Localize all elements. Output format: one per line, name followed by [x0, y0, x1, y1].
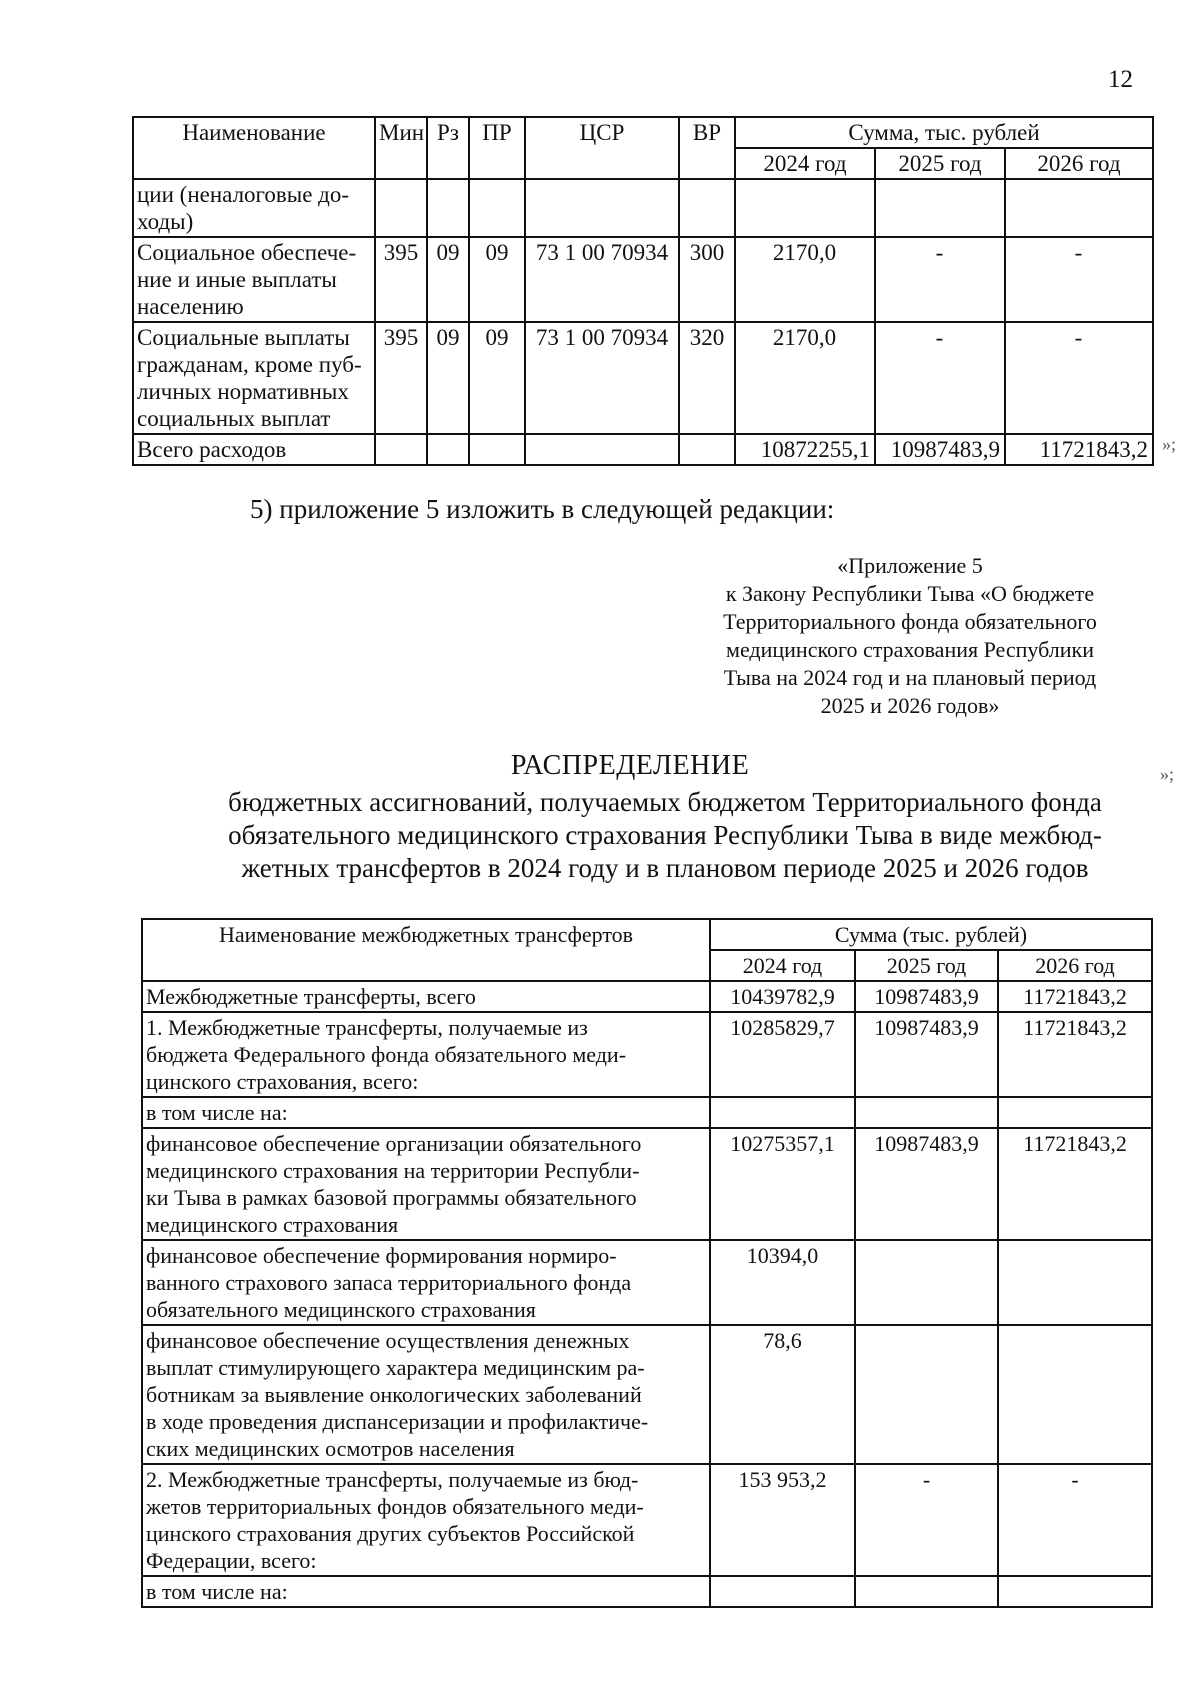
row-name-line: бюджета Федерального фонда обязательного меди-: [146, 1042, 627, 1067]
cell-2024: 10275357,1: [710, 1128, 855, 1240]
row-name-line: ходы): [137, 209, 194, 234]
cell-vr: [679, 179, 735, 237]
table-row: [142, 1464, 1152, 1576]
cell-pr: 09: [469, 237, 525, 322]
table1-trailing-mark: »;: [1162, 434, 1177, 454]
cell-2025: [875, 179, 1005, 237]
header-2025: 2025 год: [855, 950, 998, 981]
cell-vr: 320: [679, 322, 735, 434]
row-name-line: Социальное обеспече-: [137, 240, 357, 265]
table-row: [133, 434, 1153, 465]
row-name-line: 2. Межбюджетные трансферты, получаемые из бюд-: [146, 1467, 639, 1492]
cell-2026: -: [1005, 322, 1153, 434]
header-csr: ЦСР: [525, 117, 679, 179]
cell-2025: [855, 1240, 998, 1325]
row-name-line: финансовое обеспечение организации обязательного: [146, 1131, 642, 1156]
cell-2026: 11721843,2: [1005, 434, 1153, 465]
cell-min: [375, 434, 427, 465]
cell-2026: -: [998, 1464, 1152, 1576]
cell-2024: 10394,0: [710, 1240, 855, 1325]
header-2026: 2026 год: [1005, 148, 1153, 179]
row-name-line: медицинского страхования: [146, 1212, 399, 1237]
row-name-line: обязательного медицинского страхования: [146, 1297, 536, 1322]
header-pr: ПР: [469, 117, 525, 179]
appendix-line: «Приложение 5: [837, 553, 983, 578]
row-name: [142, 1012, 710, 1097]
cell-2024: [710, 1576, 855, 1607]
appendix-line: Тыва на 2024 год и на плановый период: [723, 665, 1097, 690]
row-name-line: Межбюджетные трансферты, всего: [146, 984, 476, 1009]
cell-2024: [710, 1097, 855, 1128]
cell-2024: 2170,0: [735, 322, 875, 434]
table-row: [142, 1325, 1152, 1464]
row-name-line: медицинского страхования на территории Республи-: [146, 1158, 640, 1183]
cell-2025: 10987483,9: [855, 1012, 998, 1097]
row-name: [142, 1128, 710, 1240]
cell-2024: 78,6: [710, 1325, 855, 1464]
row-name-line: финансовое обеспечение формирования нормиро-: [146, 1243, 617, 1268]
cell-2024: 10285829,7: [710, 1012, 855, 1097]
row-name-line: ванного страхового запаса территориального фонда: [146, 1270, 632, 1295]
header-rz: Рз: [427, 117, 469, 179]
table-row: [142, 1097, 1152, 1128]
document-subtitle: [185, 786, 1145, 885]
row-name: [133, 237, 375, 322]
table-row: [142, 1576, 1152, 1607]
cell-2026: -: [1005, 237, 1153, 322]
subtitle-line: бюджетных ассигнований, получаемых бюджетом Территориального фонда: [228, 787, 1102, 817]
document-title: РАСПРЕДЕЛЕНИЕ: [510, 750, 750, 781]
expenditure-table: [132, 116, 1154, 466]
row-name-line: цинского страхования, всего:: [146, 1069, 419, 1094]
cell-vr: [679, 434, 735, 465]
cell-2025: 10987483,9: [875, 434, 1005, 465]
cell-2024: 10872255,1: [735, 434, 875, 465]
row-name-line: социальных выплат: [137, 406, 331, 431]
table-row: [133, 179, 1153, 237]
cell-2024: [735, 179, 875, 237]
appendix-heading: [690, 552, 1130, 720]
subtitle-line: обязательного медицинского страхования Республики Тыва в виде межбюд-: [228, 820, 1102, 850]
cell-2026: [998, 1576, 1152, 1607]
cell-2025: 10987483,9: [855, 1128, 998, 1240]
cell-2024: 2170,0: [735, 237, 875, 322]
table-row: [142, 981, 1152, 1012]
table-row: [133, 322, 1153, 434]
cell-2025: [855, 1576, 998, 1607]
header-min: Мин: [375, 117, 427, 179]
cell-csr: [525, 179, 679, 237]
cell-2026: 11721843,2: [998, 1128, 1152, 1240]
row-name: [133, 322, 375, 434]
cell-rz: 09: [427, 322, 469, 434]
cell-2026: 11721843,2: [998, 981, 1152, 1012]
row-name-line: личных нормативных: [137, 379, 349, 404]
header-2026: 2026 год: [998, 950, 1152, 981]
cell-2025: [855, 1097, 998, 1128]
cell-csr: 73 1 00 70934: [525, 322, 679, 434]
row-name-line: выплат стимулирующего характера медицинским ра-: [146, 1355, 645, 1380]
table-row: [142, 1128, 1152, 1240]
header-sum: Сумма (тыс. рублей): [710, 919, 1152, 950]
subtitle-line: жетных трансфертов в 2024 году и в плановом периоде 2025 и 2026 годов: [241, 853, 1089, 883]
cell-2025: [855, 1325, 998, 1464]
cell-min: [375, 179, 427, 237]
cell-csr: [525, 434, 679, 465]
table-row: [142, 1240, 1152, 1325]
cell-2026: [1005, 179, 1153, 237]
row-name-line: ние и иные выплаты: [137, 267, 337, 292]
row-name-line: Социальные выплаты: [137, 325, 350, 350]
amendment-item-5: 5) приложение 5 изложить в следующей редакции:: [250, 494, 835, 524]
cell-pr: [469, 434, 525, 465]
header-transfer-name: Наименование межбюджетных трансфертов: [142, 919, 710, 981]
cell-2026: [998, 1097, 1152, 1128]
header-vr: ВР: [679, 117, 735, 179]
row-name: [142, 1097, 710, 1128]
side-mark: »;: [1160, 764, 1175, 784]
cell-min: 395: [375, 237, 427, 322]
appendix-line: Территориального фонда обязательного: [723, 609, 1097, 634]
cell-pr: [469, 179, 525, 237]
cell-2026: 11721843,2: [998, 1012, 1152, 1097]
row-name: [142, 1464, 710, 1576]
row-name-line: ских медицинских осмотров населения: [146, 1436, 515, 1461]
cell-rz: [427, 179, 469, 237]
row-name-line: 1. Межбюджетные трансферты, получаемые из: [146, 1015, 588, 1040]
cell-2024: 153 953,2: [710, 1464, 855, 1576]
header-2024: 2024 год: [735, 148, 875, 179]
cell-2025: 10987483,9: [855, 981, 998, 1012]
table-row: [133, 237, 1153, 322]
cell-pr: 09: [469, 322, 525, 434]
header-2025: 2025 год: [875, 148, 1005, 179]
row-name-line: финансовое обеспечение осуществления денежных: [146, 1328, 630, 1353]
row-name: [142, 1240, 710, 1325]
cell-rz: 09: [427, 237, 469, 322]
row-name-line: жетов территориальных фондов обязательного меди-: [146, 1494, 644, 1519]
row-name: [133, 434, 375, 465]
cell-2025: -: [855, 1464, 998, 1576]
row-name-line: в том числе на:: [146, 1579, 288, 1604]
row-name-line: Всего расходов: [137, 437, 287, 462]
header-2024: 2024 год: [710, 950, 855, 981]
cell-vr: 300: [679, 237, 735, 322]
appendix-line: 2025 и 2026 годов»: [820, 693, 1000, 718]
header-name: Наименование: [133, 117, 375, 179]
row-name-line: в том числе на:: [146, 1100, 288, 1125]
cell-2025: -: [875, 237, 1005, 322]
row-name-line: ки Тыва в рамках базовой программы обязательного: [146, 1185, 637, 1210]
row-name-line: цинского страхования других субъектов Российской: [146, 1521, 635, 1546]
appendix-line: к Закону Республики Тыва «О бюджете: [725, 581, 1095, 606]
page-number: 12: [1108, 66, 1133, 93]
transfers-table: [141, 918, 1153, 1608]
appendix-line: медицинского страхования Республики: [726, 637, 1094, 662]
header-sum: Сумма, тыс. рублей: [735, 117, 1153, 148]
row-name: [142, 1576, 710, 1607]
table-row: [142, 1012, 1152, 1097]
cell-2024: 10439782,9: [710, 981, 855, 1012]
row-name-line: гражданам, кроме пуб-: [137, 352, 362, 377]
cell-min: 395: [375, 322, 427, 434]
row-name: [142, 981, 710, 1012]
cell-2026: [998, 1240, 1152, 1325]
row-name-line: ции (неналоговые до-: [137, 182, 350, 207]
row-name: [142, 1325, 710, 1464]
cell-2026: [998, 1325, 1152, 1464]
cell-csr: 73 1 00 70934: [525, 237, 679, 322]
row-name-line: Федерации, всего:: [146, 1548, 317, 1573]
row-name-line: в ходе проведения диспансеризации и профилактиче-: [146, 1409, 649, 1434]
row-name: [133, 179, 375, 237]
row-name-line: ботникам за выявление онкологических заболеваний: [146, 1382, 642, 1407]
row-name-line: населению: [137, 294, 244, 319]
cell-rz: [427, 434, 469, 465]
cell-2025: -: [875, 322, 1005, 434]
